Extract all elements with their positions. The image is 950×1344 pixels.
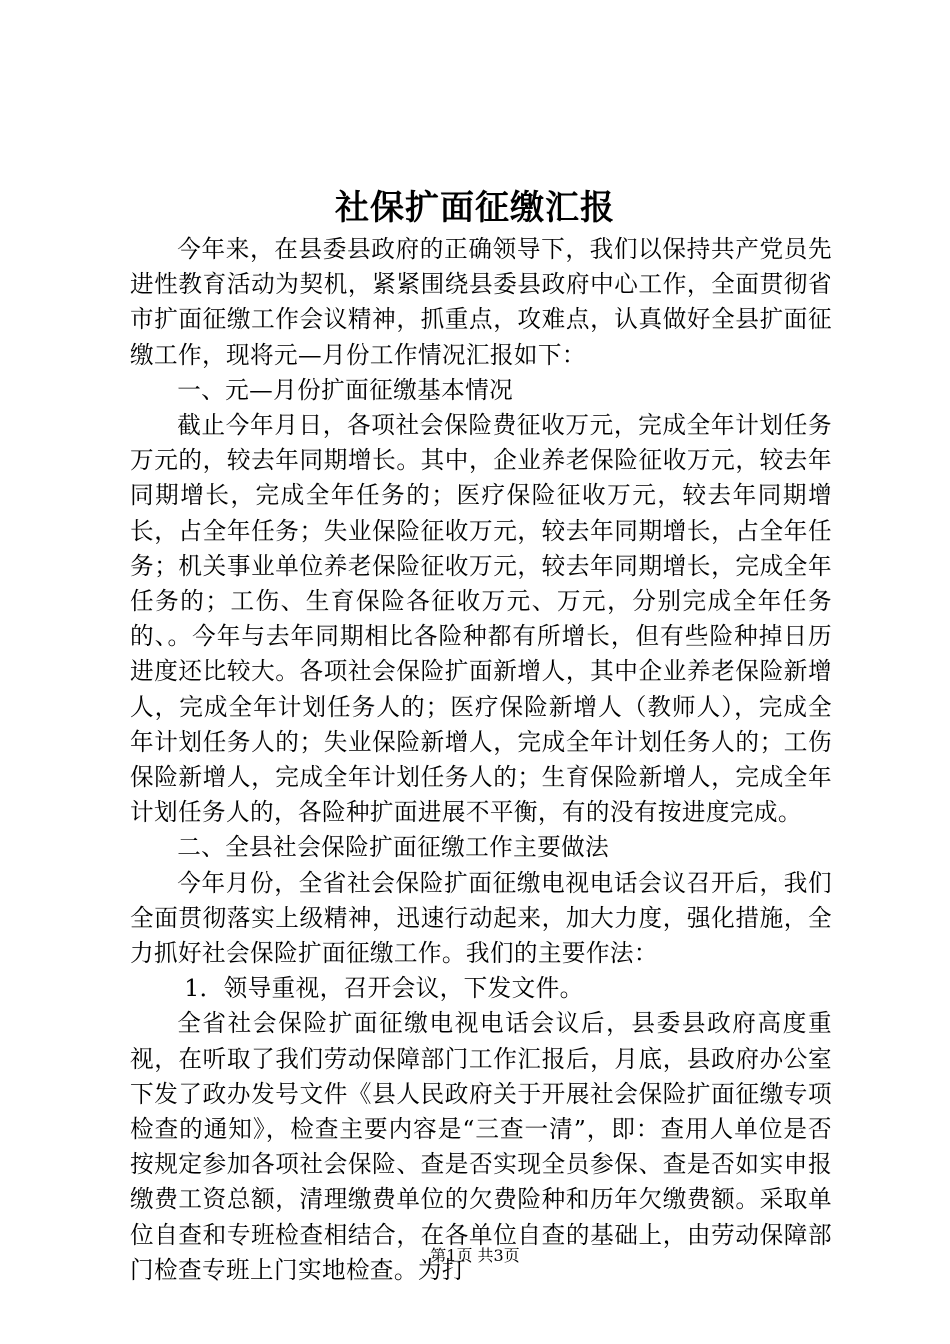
paragraph-main-practices: 今年月份，全省社会保险扩面征缴电视电话会议召开后，我们全面贯彻落实上级精神，迅速行动起来，加大力度，强化措施，全力抓好社会保险扩面征缴工作。我们的主要作法：	[130, 868, 832, 968]
paragraph-leadership: 全省社会保险扩面征缴电视电话会议后，县委县政府高度重视，在听取了我们劳动保障部门工作汇报后，月底，县政府办公室下发了政办发号文件《县人民政府关于开展社会保险扩面征缴专项检查的通知》，检查主要内容是“三查一清”，即：查用人单位是否按规定参加各项社会保险、查是否实现全员参保、查是否如实申报缴费工资总额，清理缴费单位的欠费险种和历年欠缴费额。采取单位自查和专班检查相结合，在各单位自查的基础上，由劳动保障部门检查专班上门实地检查。为打	[130, 1009, 832, 1284]
paragraph-intro: 今年来，在县委县政府的正确领导下，我们以保持共产党员先进性教育活动为契机，紧紧围绕县委县政府中心工作，全面贯彻省市扩面征缴工作会议精神，抓重点，攻难点，认真做好全县扩面征缴工作，现将元—月份工作情况汇报如下：	[130, 235, 832, 369]
page-footer	[0, 1244, 950, 1268]
page-number: 第1页 共3页	[430, 1246, 520, 1265]
document-body	[130, 232, 832, 1288]
paragraph-basic-situation: 截止今年月日，各项社会保险费征收万元，完成全年计划任务万元的，较去年同期增长。其中，企业养老保险征收万元，较去年同期增长，完成全年任务的；医疗保险征收万元，较去年同期增长，占全年任务；失业保险征收万元，较去年同期增长，占全年任务；机关事业单位养老保险征收万元，较去年同期增长，完成全年任务的；工伤、生育保险各征收万元、万元，分别完成全年任务的、。今年与去年同期相比各险种都有所增长，但有些险种掉日历进度还比较大。各项社会保险扩面新增人，其中企业养老保险新增人，完成全年计划任务人的；医疗保险新增人（教师人），完成全年计划任务人的；失业保险新增人，完成全年计划任务人的；工伤保险新增人，完成全年计划任务人的；生育保险新增人，完成全年计划任务人的，各险种扩面进展不平衡，有的没有按进度完成。	[130, 411, 832, 827]
section-heading-1: 一、元—月份扩面征缴基本情况	[177, 375, 514, 404]
document-title: 社保扩面征缴汇报	[335, 188, 615, 228]
subsection-heading-1: 1．领导重视，召开会议，下发文件。	[184, 974, 584, 1003]
section-heading-2: 二、全县社会保险扩面征缴工作主要做法	[177, 833, 610, 862]
